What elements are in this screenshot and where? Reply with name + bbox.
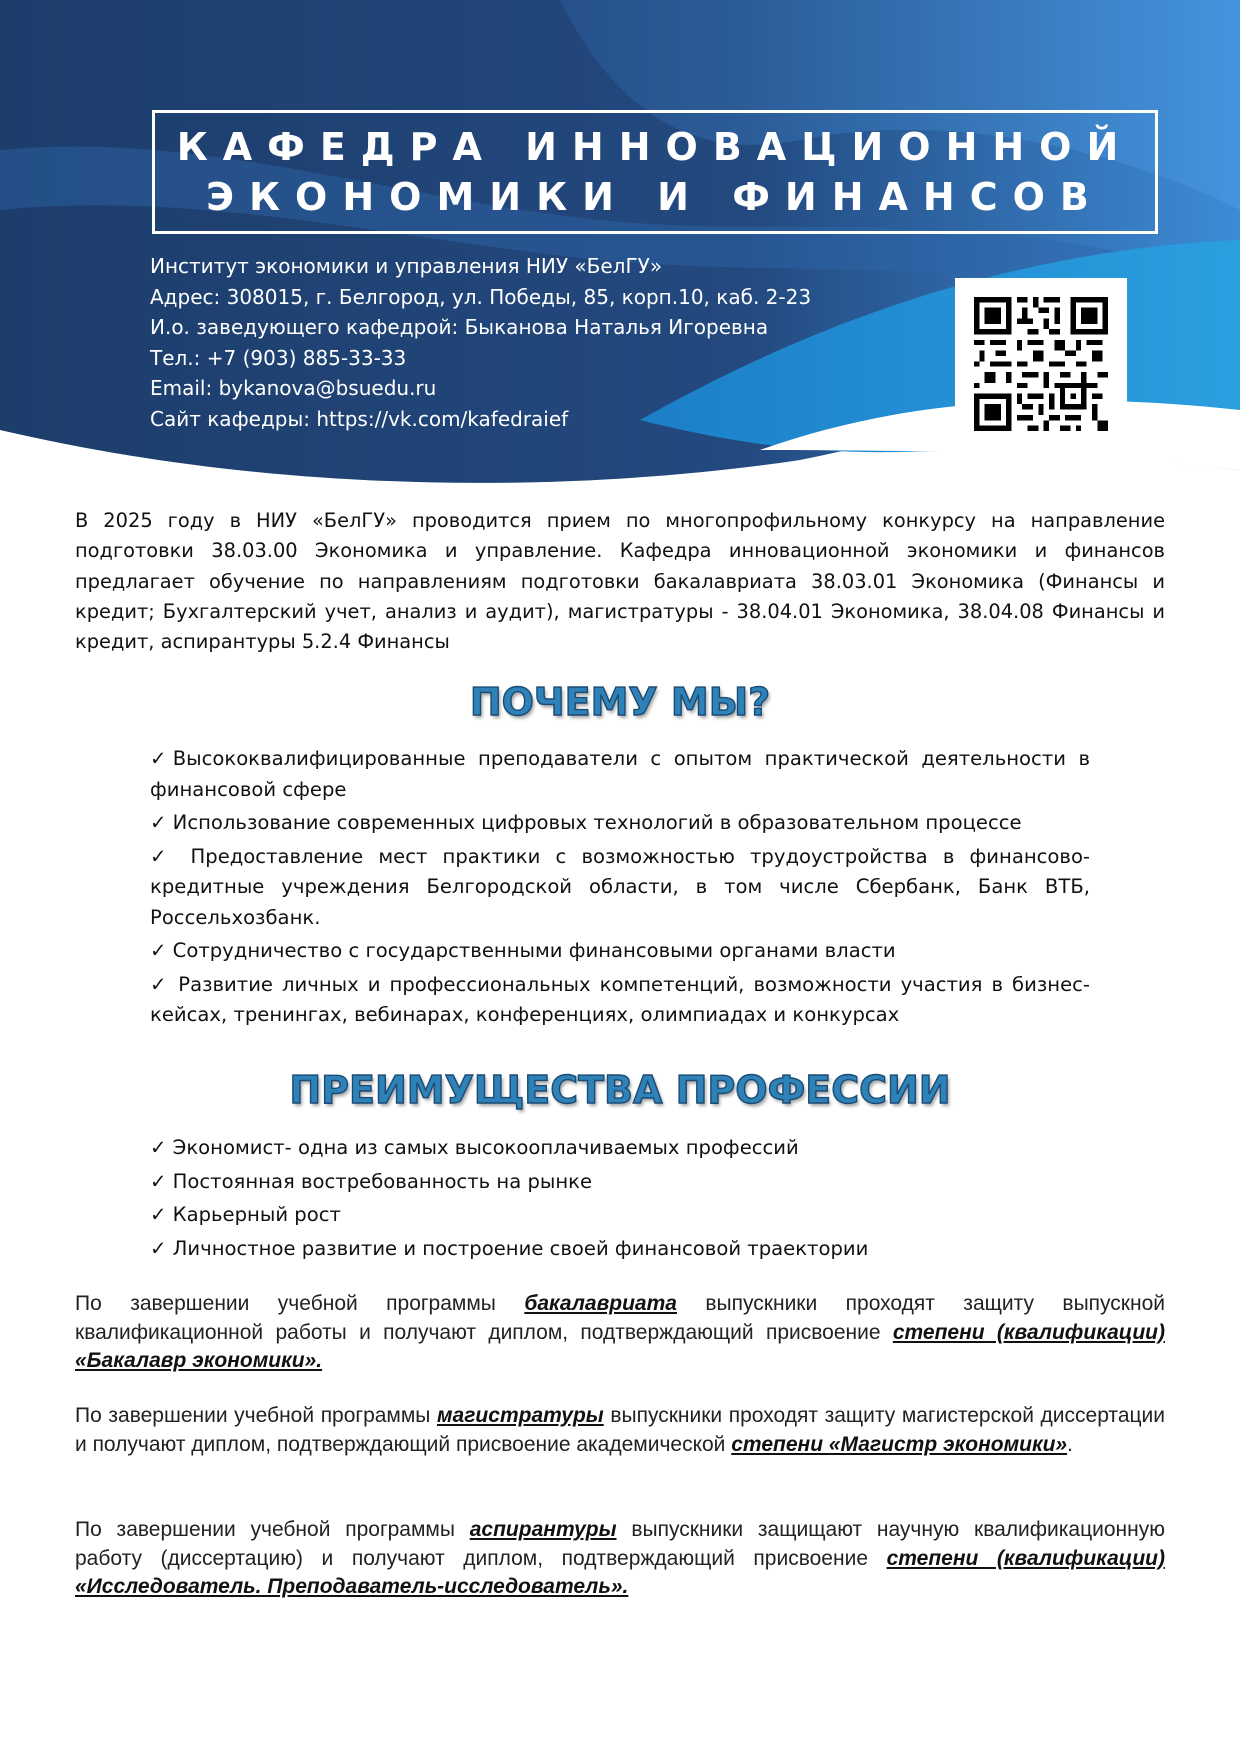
- list-item: ✓ Экономист- одна из самых высокооплачиваемых профессий: [150, 1136, 799, 1159]
- website: Сайт кафедры: https://vk.com/kafedraief: [150, 406, 569, 431]
- advantages-list: [150, 1133, 1090, 1267]
- list-item: ✓ Личностное развитие и построение своей финансовой траектории: [150, 1236, 869, 1260]
- list-item: ✓ Развитие личных и профессиональных компетенций, возможности участия в бизнес-кейсах, тренингах, вебинарах, конференциях, олимпиадах и конкурсах: [150, 972, 1091, 1026]
- master-emphasis: магистратуры: [437, 1404, 604, 1427]
- institute-name: Институт экономики и управления НИУ «БелГУ»: [150, 254, 663, 278]
- intro-paragraph: В 2025 году в НИУ «БелГУ» проводится прием по многопрофильному конкурсу на направление подготовки 38.03.00 Экономика и управление. Кафедра инновационной экономики и финансов предлагает обучение по направлениям подготовки бакалавриата 38.03.01 Экономика (Финансы и кредит; Бухгалтерский учет, анализ и аудит), магистратуры - 38.04.01 Экономика, 38.04.08 Финансы и кредит, аспирантуры 5.2.4 Финансы: [75, 509, 1165, 654]
- bachelor-degree: степени (квалификации) «Бакалавр экономики».: [75, 1320, 1165, 1372]
- bachelor-paragraph: По завершении учебной программы бакалавриата выпускники проходят защиту выпускной квалификационной работы и получают диплом, подтверждающий присвоение степени (квалификации) «Бакалавр экономики».: [75, 1292, 1165, 1372]
- bachelor-emphasis: бакалавриата: [524, 1292, 677, 1315]
- title-line-2: ЭКОНОМИКИ И ФИНАНСОВ: [206, 175, 1104, 219]
- list-item: ✓Высококвалифицированные преподаватели с опытом практической деятельности в финансовой сфере: [150, 747, 1091, 801]
- check-icon: ✓: [150, 844, 176, 868]
- advantages-heading: ПРЕИМУЩЕСТВА ПРОФЕССИИ: [289, 1068, 951, 1112]
- list-item: ✓ Карьерный рост: [150, 1203, 341, 1226]
- header-banner: [0, 0, 1240, 500]
- qr-code: [955, 278, 1127, 450]
- why-us-heading: ПОЧЕМУ МЫ?: [469, 680, 771, 724]
- check-icon: ✓: [150, 1169, 167, 1193]
- list-item: ✓ Предоставление мест практики с возможностью трудоустройства в финансово-кредитные учреждения Белгородской области, в том числе Сбербанк, Банк ВТБ, Россельхозбанк.: [150, 844, 1091, 929]
- title-line-1: КАФЕДРА ИННОВАЦИОННОЙ: [176, 125, 1134, 169]
- check-icon: ✓: [150, 1236, 167, 1260]
- master-paragraph: По завершении учебной программы магистратуры выпускники проходят защиту магистерской диссертации и получают диплом, подтверждающий присвоение академической степени «Магистр экономики».: [75, 1404, 1165, 1456]
- qr-code-icon: [974, 297, 1108, 431]
- title-box: [152, 110, 1158, 234]
- check-icon: ✓: [150, 1136, 167, 1159]
- list-item: ✓ Сотрудничество с государственными финансовыми органами власти: [150, 939, 896, 962]
- postgrad-paragraph: По завершении учебной программы аспирантуры выпускники защищают научную квалификационную работу (диссертацию) и получают диплом, подтверждающий присвоение степени (квалификации) «Исследователь. Преподаватель-исследователь».: [75, 1518, 1165, 1598]
- check-icon: ✓: [150, 811, 167, 834]
- check-icon: ✓: [150, 939, 167, 962]
- why-us-list: [150, 744, 1090, 1034]
- postgrad-degree: степени (квалификации) «Исследователь. Преподаватель-исследователь».: [75, 1546, 1165, 1598]
- contact-block: [150, 251, 811, 434]
- address: Адрес: 308015, г. Белгород, ул. Победы, 85, корп.10, каб. 2-23: [150, 284, 812, 309]
- list-item: ✓ Использование современных цифровых технологий в образовательном процессе: [150, 811, 1022, 834]
- postgrad-emphasis: аспирантуры: [469, 1518, 617, 1541]
- master-degree: степени «Магистр экономики»: [731, 1432, 1068, 1456]
- phone: Тел.: +7 (903) 885-33-33: [150, 345, 407, 370]
- check-icon: ✓: [150, 1203, 167, 1226]
- department-head: И.о. заведующего кафедрой: Быканова Наталья Игоревна: [150, 315, 769, 339]
- check-icon: ✓: [150, 972, 170, 996]
- email: Email: bykanova@bsuedu.ru: [150, 376, 437, 400]
- check-icon: ✓: [150, 747, 173, 770]
- list-item: ✓ Постоянная востребованность на рынке: [150, 1169, 593, 1193]
